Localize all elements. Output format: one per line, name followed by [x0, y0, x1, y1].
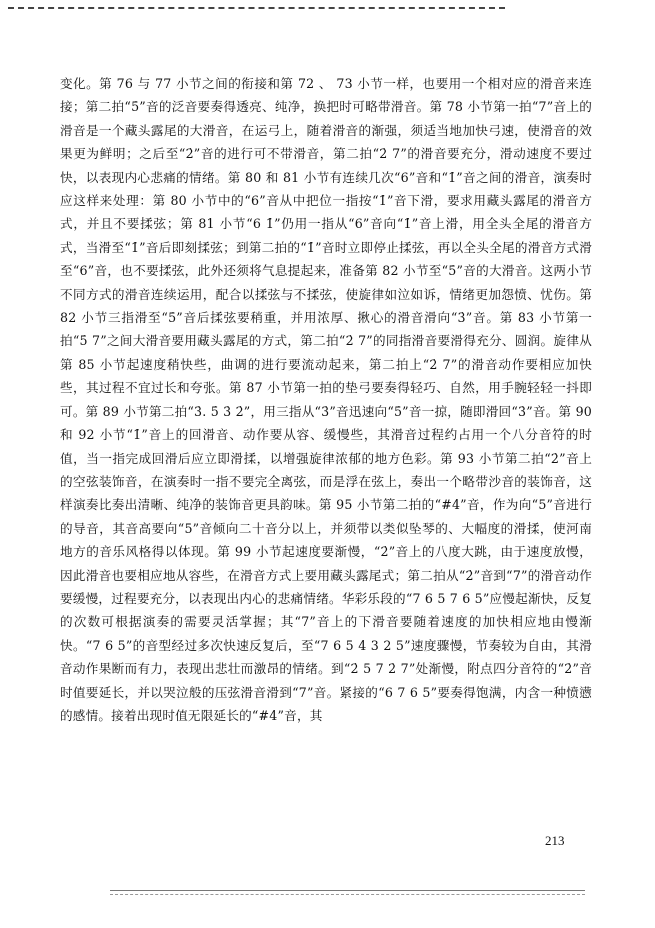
body-text	[60, 72, 592, 727]
bottom-border-rule	[110, 890, 585, 891]
top-border-rule	[8, 7, 505, 9]
page-number: 213	[545, 833, 565, 848]
paragraph: 变化。第 76 与 77 小节之间的衔接和第 72 、 73 小节一样，也要用一个相对应的滑音来连接；第二拍“5̇”音的泛音要奏得透亮、纯净，换把时可略带滑音。第 78 小节第一拍“7”音上的滑音是一个藏头露尾的大滑音，在运弓上，随着滑音的渐强，须适当地加快弓速，使滑音的效果更为鲜明；之后至“2̇”音的进行可不带滑音，第二拍“2̇ 7”的滑音要充分，滑动速度不要过快，以表现内心悲痛的情绪。第 80 和 81 小节有连续几次“6”音和“1̇”音之间的滑音，演奏时应这样来处理：第 80 小节中的“6”音从中把位一指按“1̇”音下滑，要求用藏头露尾的滑音方式，并且不要揉弦；第 81 小节“6 1̇”仍用一指从“6”音向“1̇”音上滑，用全头全尾的滑音方式，当滑至“1̇”音后即刻揉弦；到第二拍的“1̇”音时立即停止揉弦，再以全头全尾的滑音方式滑至“6”音，也不要揉弦，此外还须将气息提起来，准备第 82 小节至“5̇”音的大滑音。这两小节不同方式的滑音连续运用，配合以揉弦与不揉弦，使旋律如泣如诉，情绪更加怨愤、忧伤。第 82 小节三指滑至“5̇”音后揉弦要稍重，并用浓厚、揪心的滑音滑向“3̇”音。第 83 小节第一拍“5̇ 7”之间大滑音要用藏头露尾的方式，第二拍“2̇ 7”的同指滑音要滑得充分、圆润。旋律从第 85 小节起速度稍快些，曲调的进行要流动起来，第二拍上“2̇ 7”的滑音动作要相应加快些，其过程不宜过长和夸张。第 87 小节第一拍的垫弓要奏得轻巧、自然，用手腕轻轻一抖即可。第 89 小节第二拍“3̇. 5̇ 3̇ 2̇”，用三指从“3̇”音迅速向“5̇”音一掠，随即滑回“3̇”音。第 90 和 92 小节“1̇”音上的回滑音、动作要从容、缓慢些，其滑音过程约占用一个八分音符的时值，当一指完成回滑后应立即滑揉，以增强旋律浓郁的地方色彩。第 93 小节第二拍“2̇”音上的空弦装饰音，在演奏时一指不要完全离弦，而是浮在弦上，奏出一个略带沙音的装饰音，这样演奏比奏出清晰、纯净的装饰音更具韵味。第 95 小节第二拍的“#4”音，作为向“5”音进行的导音，其音高要向“5”音倾向二十音分以上，并须带以类似坠琴的、大幅度的滑揉，使河南地方的音乐风格得以体现。第 99 小节起速度要渐慢，“2̇”音上的八度大跳，由于速度放慢，因此滑音也要相应地从容些，在滑音方式上要用藏头露尾式；第二拍从“2̇”音到“7”的滑音动作要缓慢，过程要充分，以表现出内心的悲痛情绪。华彩乐段的“7 6 5 7 6 5”应慢起渐快，反复的次数可根据演奏的需要灵活掌握；其“7”音上的下滑音要随着速度的加快相应地由慢渐快。“7 6 5”的音型经过多次快速反复后，至“7 6 5 4 3 2 5”速度骤慢，节奏较为自由，其滑音动作果断而有力，表现出悲壮而激昂的情绪。到“2̇ 5 7 2̇ 7”处渐慢，附点四分音符的“2̇”音时值要延长，并以哭泣般的压弦滑音滑到“7”音。紧接的“6 7 6 5”要奏得饱满，内含一种愤懑的感情。接着出现时值无限延长的“#4”音，其	[60, 76, 592, 723]
bottom-border-rule-dashed	[110, 894, 585, 895]
